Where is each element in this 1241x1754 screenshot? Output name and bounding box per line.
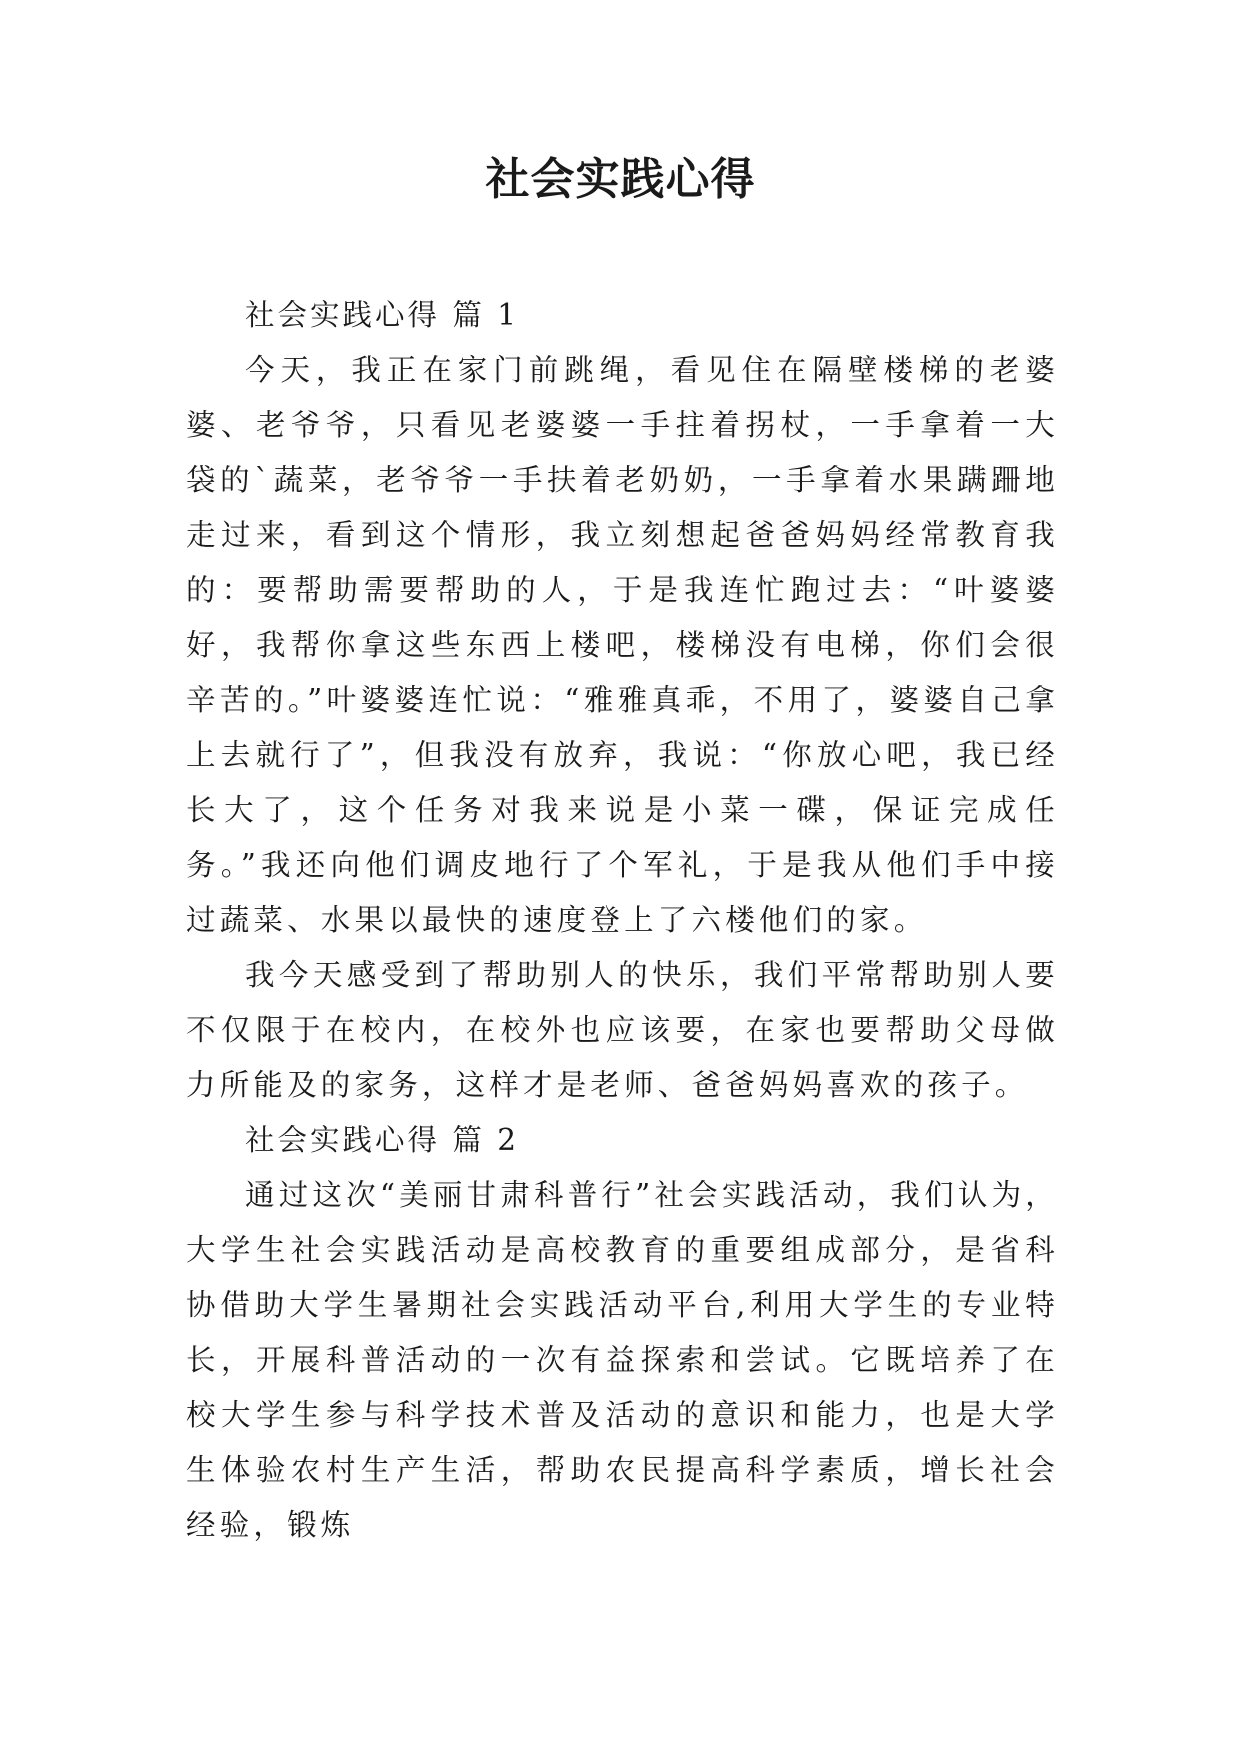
document-title: 社会实践心得 (485, 154, 756, 205)
section-heading-2: 社会实践心得 篇 2 (245, 1123, 520, 1157)
paragraph-2-1: 通过这次“美丽甘肃科普行”社会实践活动，我们认为，大学生社会实践活动是高校教育的重要组成部分，是省科协借助大学生暑期社会实践活动平台,利用大学生的专业特长，开展科普活动的一次有益探索和尝试。它既培养了在校大学生参与科学技术普及活动的意识和能力，也是大学生体验农村生产生活，帮助农民提高科学素质，增长社会经验，锻炼 (186, 1178, 1059, 1542)
document-body (186, 288, 1059, 1553)
paragraph-1-1: 今天，我正在家门前跳绳，看见住在隔壁楼梯的老婆婆、老爷爷，只看见老婆婆一手拄着拐杖，一手拿着一大袋的`蔬菜，老爷爷一手扶着老奶奶，一手拿着水果蹒跚地走过来，看到这个情形，我立刻想起爸爸妈妈经常教育我的：要帮助需要帮助的人，于是我连忙跑过去：“叶婆婆好，我帮你拿这些东西上楼吧，楼梯没有电梯，你们会很辛苦的。”叶婆婆连忙说：“雅雅真乖，不用了，婆婆自己拿上去就行了”，但我没有放弃，我说：“你放心吧，我已经长大了，这个任务对我来说是小菜一碟，保证完成任务。”我还向他们调皮地行了个军礼，于是我从他们手中接过蔬菜、水果以最快的速度登上了六楼他们的家。 (186, 353, 1059, 937)
section-heading-1: 社会实践心得 篇 1 (245, 298, 520, 332)
paragraph-1-2: 我今天感受到了帮助别人的快乐，我们平常帮助别人要不仅限于在校内，在校外也应该要，在家也要帮助父母做力所能及的家务，这样才是老师、爸爸妈妈喜欢的孩子。 (186, 958, 1059, 1102)
